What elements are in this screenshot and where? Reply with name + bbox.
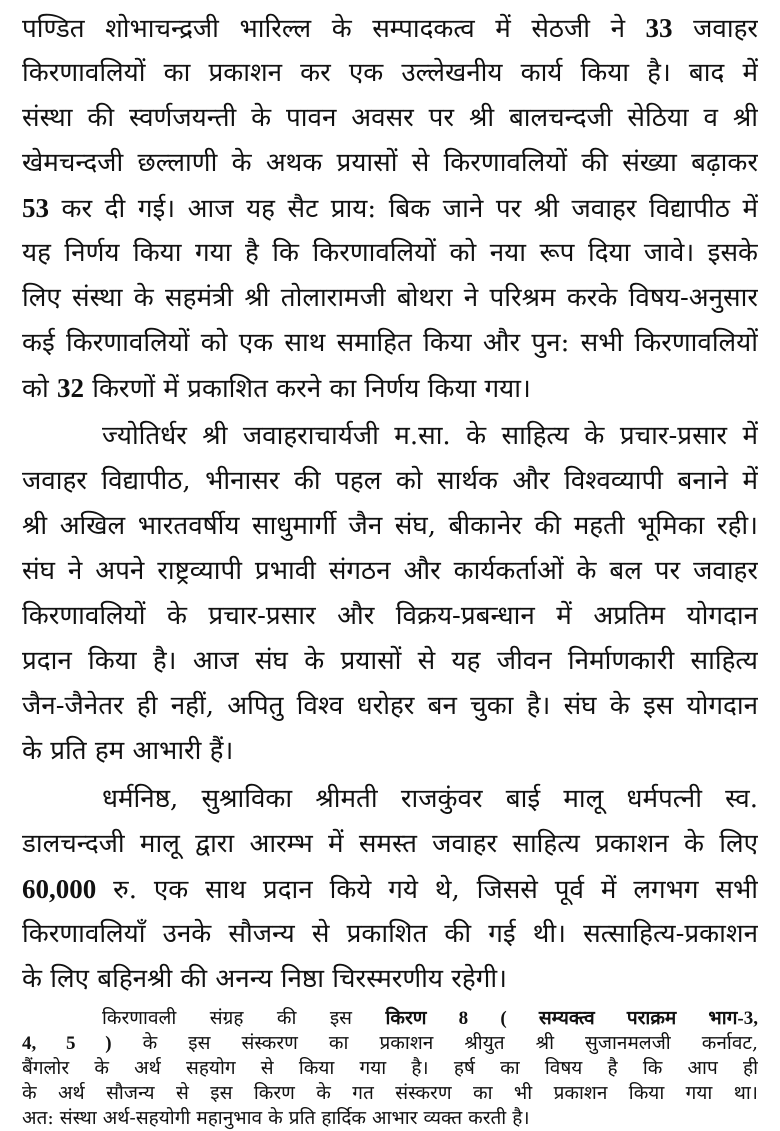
text-line: जवाहर विद्यापीठ, भीनासर की पहल को सार्थक और विश्वव्यापी बनाने में [22,466,758,496]
text-line [22,1081,758,1106]
text-line: कई किरणावलियों को एक साथ समाहित किया और पुन: सभी किरणावलियों [22,328,758,358]
text-line: के लिए बहिनश्री की अनन्य निष्ठा चिरस्मरणीय रहेगी। [22,964,507,994]
bold-title-text: किरण 8 ( सम्यक्त्व पराक्रम भाग-3, [385,1008,758,1029]
text-line: किरणावलियों का प्रकाशन कर एक उल्लेखनीय कार्य किया है। बाद में [22,58,758,88]
text-line: पण्डित शोभाचन्द्रजी भारिल्ल के सम्पादकत्व में सेठजी ने 33 जवाहर [22,13,758,44]
text-line: ज्योतिर्धर श्री जवाहराचार्यजी म.सा. के साहित्य के प्रचार-प्रसार में [102,421,758,451]
line-segment: किरणावली संग्रह की इस [102,1007,386,1029]
text-line: को 32 किरणों में प्रकाशित करने का निर्णय किया गया। [22,373,531,404]
bold-title-text: 4, 5 ) [22,1033,112,1054]
text-line: डालचन्दजी मालू द्वारा आरम्भ में समस्त जवाहर साहित्य प्रकाशन के लिए [22,829,758,859]
text-line: 53 कर दी गई। आज यह सैट प्राय: बिक जाने पर श्री जवाहर विद्यापीठ में [22,193,758,224]
text-line: 60,000 रु. एक साथ प्रदान किये गये थे, जिससे पूर्व में लगभग सभी [22,874,758,905]
line-segment: बैंगलोर के अर्थ सहयोग से किया गया है। हर्ष का विषय है कि आप ही [22,1057,758,1079]
text-line: किरणावलियाँ उनके सौजन्य से प्रकाशित की गई थी। सत्साहित्य-प्रकाशन [22,919,758,949]
text-line: संस्था की स्वर्णजयन्ती के पावन अवसर पर श्री बालचन्दजी सेठिया व श्री [22,103,758,133]
text-line: किरणावलियों के प्रचार-प्रसार और विक्रय-प्रबन्धान में अप्रतिम योगदान [22,601,758,631]
line-segment: के अर्थ सौजन्य से इस किरण के गत संस्करण का भी प्रकाशन किया गया था। [22,1082,758,1104]
text-line [102,1006,758,1031]
text-line: लिए संस्था के सहमंत्री श्री तोलारामजी बोथरा ने परिश्रम करके विषय-अनुसार [22,283,758,313]
text-line [22,1106,758,1131]
text-line: खेमचन्दजी छल्लाणी के अथक प्रयासों से किरणावलियों की संख्या बढ़ाकर [22,148,758,178]
text-line [22,1031,758,1056]
text-line: श्री अखिल भारतवर्षीय साधुमार्गी जैन संघ, बीकानेर की महती भूमिका रही। [22,511,758,541]
text-line: यह निर्णय किया गया है कि किरणावलियों को नया रूप दिया जावे। इसके [22,238,758,268]
text-line: संघ ने अपने राष्ट्रव्यापी प्रभावी संगठन और कार्यकर्ताओं के बल पर जवाहर [22,556,758,586]
text-line: जैन-जैनेतर ही नहीं, अपितु विश्व धरोहर बन चुका है। संघ के इस योगदान [22,691,758,721]
text-line [22,1056,758,1081]
line-segment: अत: संस्था अर्थ-सहयोगी महानुभाव के प्रति हार्दिक आभार व्यक्त करती है। [22,1107,530,1129]
text-line: के प्रति हम आभारी हैं। [22,736,234,766]
text-line: धर्मनिष्ठ, सुश्राविका श्रीमती राजकुंवर बाई मालू धर्मपत्नी स्व. [102,784,758,814]
line-segment: के इस संस्करण का प्रकाशन श्रीयुत श्री सुजानमलजी कर्नावट, [111,1032,758,1054]
text-line: प्रदान किया है। आज संघ के प्रयासों से यह जीवन निर्माणकारी साहित्य [22,646,758,676]
